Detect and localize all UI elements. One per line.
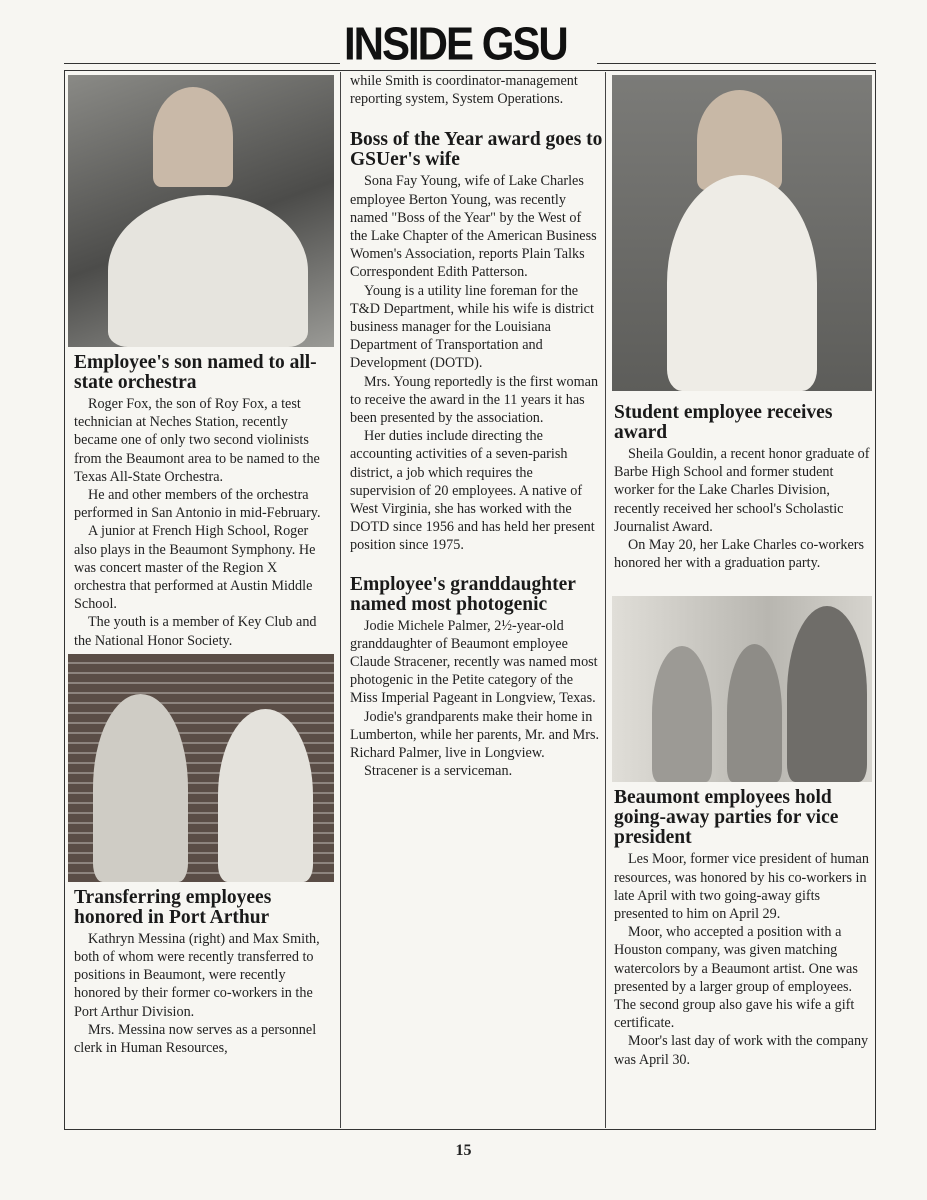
headline: Student employee receives award bbox=[614, 402, 833, 443]
paragraph: Roger Fox, the son of Roy Fox, a test technician at Neches Station, recently became one of only two second violinists from the Beaumont area to be named to the Texas All-State Orchestra. bbox=[74, 396, 320, 485]
paragraph: Moor's last day of work with the company was April 30. bbox=[614, 1033, 869, 1068]
column-2 bbox=[340, 72, 606, 1128]
column-3 bbox=[608, 72, 874, 1128]
paragraph: On May 20, her Lake Charles co-workers honored her with a graduation party. bbox=[614, 537, 864, 572]
paragraph-continued: while Smith is coordinator-management reporting system, System Operations. bbox=[350, 73, 578, 108]
paragraph: A junior at French High School, Roger also plays in the Beaumont Symphony. He was concert master of the Region X orchestra that performed at Austin Middle School. bbox=[74, 523, 316, 613]
headline: Beaumont employees hold going-away parties for vice president bbox=[614, 787, 839, 849]
paragraph: Her duties include directing the accounting activities of a seven-parish district, a job which requires the supervision of 20 employees. A native of West Virginia, she has worked with the DOTD since 1956 and has held her present position since 1975. bbox=[350, 428, 595, 554]
headline: Employee's granddaughter named most photogenic bbox=[350, 573, 576, 615]
paragraph: Sona Fay Young, wife of Lake Charles employee Berton Young, was recently named "Boss of the Year" by the West of the Lake Chapter of the American Business Women's Association, reports Plain Talks Correspondent Edith Patterson. bbox=[350, 173, 597, 281]
masthead-title: INSIDE GSU bbox=[344, 17, 567, 70]
paragraph: Mrs. Messina now serves as a personnel clerk in Human Resources, bbox=[74, 1021, 317, 1057]
paragraph: The youth is a member of Key Club and the National Honor Society. bbox=[74, 614, 317, 649]
paragraph: Kathryn Messina (right) and Max Smith, both of whom were recently transferred to positions in Beaumont, were recently honored by their former co-workers in the Port Arthur Division. bbox=[74, 930, 320, 1020]
paragraph: Mrs. Young reportedly is the first woman to receive the award in the 11 years it has been presented by the association. bbox=[350, 373, 599, 427]
headline: Employee's son named to all-state orchestra bbox=[74, 352, 317, 393]
paragraph: Jodie's grandparents make their home in Lumberton, while her parents, Mr. and Mrs. Richard Palmer, live in Longview. bbox=[350, 708, 600, 762]
paragraph: Stracener is a serviceman. bbox=[364, 763, 513, 780]
masthead-rule-left bbox=[64, 63, 340, 64]
paragraph: Young is a utility line foreman for the T&D Department, while his wife is district business manager for the Louisiana Department of Transportation and Development (DOTD). bbox=[350, 282, 594, 372]
photo-messina-smith bbox=[68, 654, 334, 882]
masthead-rule-right bbox=[597, 63, 876, 64]
photo-violinist bbox=[68, 75, 334, 347]
headline: Transferring employees honored in Port Arthur bbox=[74, 886, 272, 928]
paragraph: Les Moor, former vice president of human resources, was honored by his co-workers in late April with two going-away gifts presented to him on April 29. bbox=[614, 851, 869, 923]
paragraph: Moor, who accepted a position with a Houston company, was given matching watercolors by a Beaumont artist. One was presented by a larger group of employees. The second group also gave his wife a gift certificate. bbox=[614, 924, 858, 1032]
masthead bbox=[0, 18, 927, 68]
paragraph: Jodie Michele Palmer, 2½-year-old granddaughter of Beaumont employee Claude Stracener, recently was named most photogenic in the Petite category of the Miss Imperial Pageant in Longview, Texas. bbox=[350, 617, 598, 707]
photo-going-away-party bbox=[612, 596, 872, 782]
paragraph: Sheila Gouldin, a recent honor graduate of Barbe High School and former student worker for the Lake Charles Division, recently received her school's Scholastic Journalist Award. bbox=[614, 446, 870, 535]
photo-student-award bbox=[612, 75, 872, 391]
page-number: 15 bbox=[455, 1142, 472, 1159]
column-1 bbox=[66, 72, 336, 1128]
headline: Boss of the Year award goes to GSUer's wife bbox=[350, 129, 603, 171]
paragraph: He and other members of the orchestra performed in San Antonio in mid-February. bbox=[74, 487, 321, 522]
